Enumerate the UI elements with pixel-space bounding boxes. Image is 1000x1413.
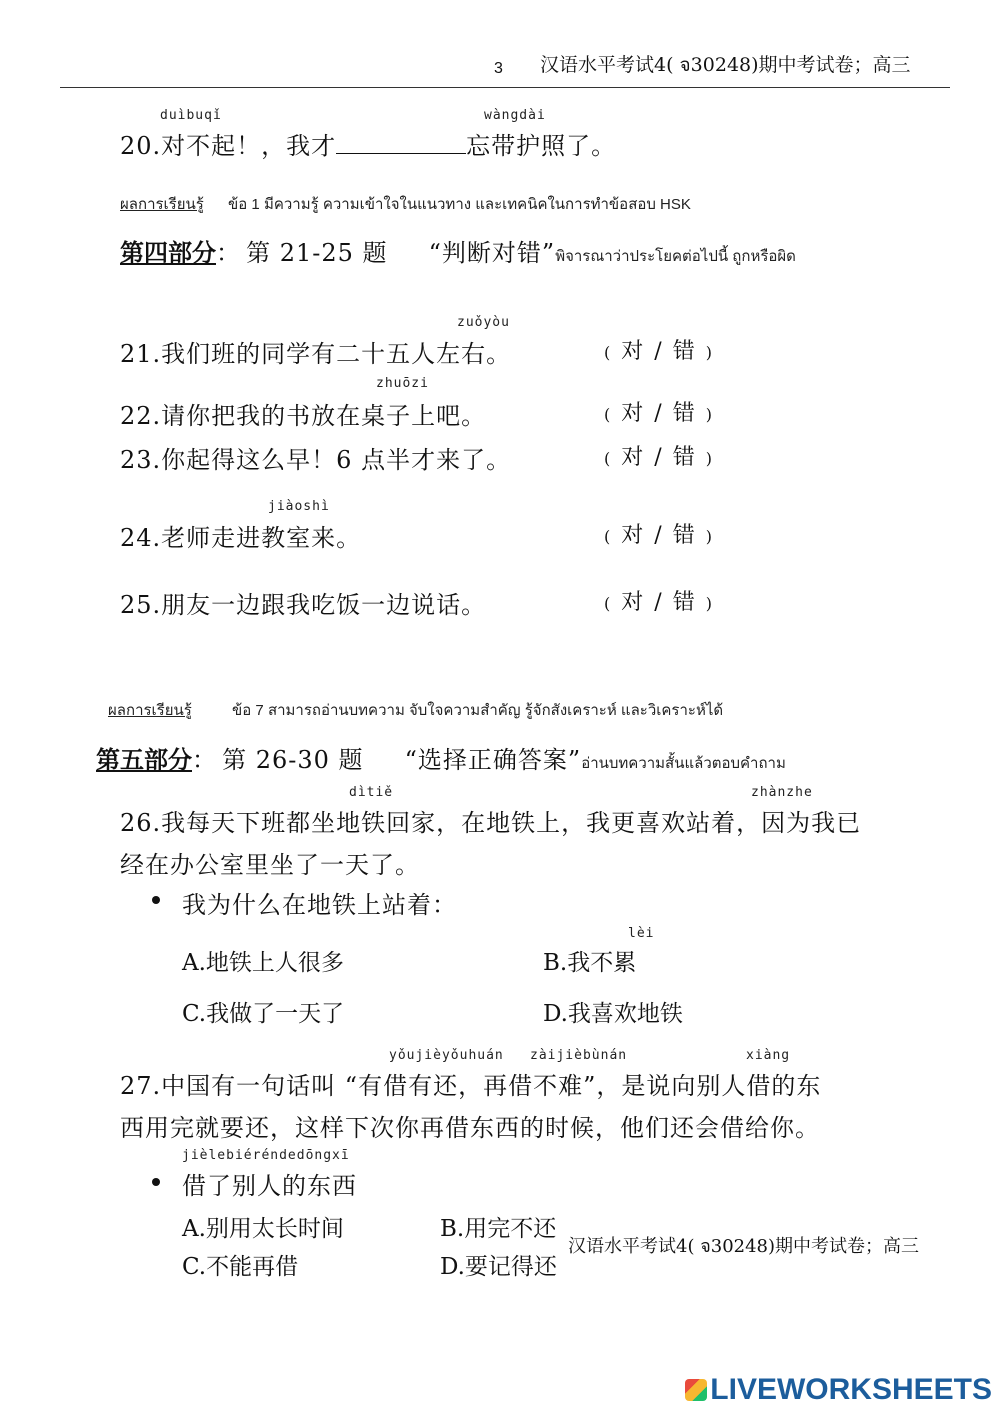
- header-rule: [60, 87, 950, 88]
- question-21: 21.我们班的同学有二十五人左右。: [120, 340, 512, 368]
- true-option[interactable]: 对: [621, 590, 646, 615]
- pinyin: zhuōzi: [376, 376, 429, 391]
- bullet-icon: [152, 1178, 160, 1186]
- question-20: [120, 126, 616, 161]
- pinyin: zuǒyòu: [457, 315, 510, 330]
- outcome-label: ผลการเรียนรู้: [120, 196, 204, 213]
- true-false-choice-21[interactable]: ( 对 / 错 ): [604, 339, 714, 364]
- false-option[interactable]: 错: [672, 339, 697, 364]
- section-colon: ：: [192, 746, 217, 774]
- outcome-text: ข้อ 7 สามารถอ่านบทความ จับใจความสำคัญ รู้จักสังเคราะห์ และวิเคราะห์ได้: [232, 702, 724, 719]
- liveworksheets-logo[interactable]: [685, 1373, 992, 1407]
- section-instruction-thai: พิจารณาว่าประโยคต่อไปนี้ ถูกหรือผิด: [555, 248, 796, 265]
- option-27-d[interactable]: D.要记得还: [440, 1254, 557, 1280]
- pinyin: zhànzhe: [751, 785, 813, 800]
- option-26-b[interactable]: B.我不累: [543, 950, 637, 976]
- true-option[interactable]: 对: [621, 401, 646, 426]
- learning-outcome-1: [120, 192, 691, 216]
- pinyin: zàijièbùnán: [530, 1048, 628, 1063]
- learning-outcome-7: [108, 698, 723, 722]
- true-option[interactable]: 对: [621, 339, 646, 364]
- section-colon: ：: [216, 239, 241, 267]
- question-text: 忘带护照了。: [466, 132, 617, 160]
- part-4-heading: [120, 233, 796, 268]
- brand-name: LIVEWORKSHEETS: [710, 1373, 992, 1406]
- pinyin: lèi: [628, 926, 655, 941]
- option-26-d[interactable]: D.我喜欢地铁: [543, 1001, 683, 1027]
- pinyin: jièlebiéréndedōngxī: [182, 1148, 350, 1163]
- false-option[interactable]: 错: [672, 445, 697, 470]
- bullet-icon: [152, 896, 160, 904]
- section-instruction: “选择正确答案”: [404, 746, 582, 774]
- true-false-choice-23[interactable]: ( 对 / 错 ): [604, 445, 714, 470]
- question-23: 23.你起得这么早！6 点半才来了。: [120, 446, 512, 474]
- true-false-choice-25[interactable]: ( 对 / 错 ): [604, 590, 714, 615]
- passage-26-line2: 经在办公室里坐了一天了。: [120, 851, 420, 879]
- outcome-text: ข้อ 1 มีความรู้ ความเข้าใจในแนวทาง และเทคนิคในการทำข้อสอบ HSK: [228, 196, 691, 213]
- true-option[interactable]: 对: [621, 523, 646, 548]
- section-range: 第 26-30 题: [222, 746, 364, 774]
- pinyin: xiàng: [746, 1048, 791, 1063]
- question-24: 24.老师走进教室来。: [120, 524, 362, 552]
- false-option[interactable]: 错: [672, 401, 697, 426]
- passage-26-line1: 26.我每天下班都坐地铁回家，在地铁上，我更喜欢站着，因为我已: [120, 809, 862, 837]
- pinyin: wàngdài: [484, 108, 546, 123]
- false-option[interactable]: 错: [672, 523, 697, 548]
- pinyin: jiàoshì: [268, 499, 330, 514]
- page-number: 3: [494, 60, 503, 77]
- option-27-b[interactable]: B.用完不还: [440, 1216, 557, 1242]
- section-instruction-thai: อ่านบทความสั้นแล้วตอบคำถาม: [581, 755, 786, 772]
- brand-icon: [685, 1379, 707, 1401]
- true-false-choice-24[interactable]: ( 对 / 错 ): [604, 523, 714, 548]
- passage-27-line2: 西用完就要还，这样下次你再借东西的时候，他们还会借给你。: [120, 1114, 820, 1142]
- header-title: 汉语水平考试4( จ30248)期中考试卷；高三: [540, 54, 911, 76]
- pinyin: yǒujièyǒuhuán: [389, 1048, 504, 1063]
- true-false-choice-22[interactable]: ( 对 / 错 ): [604, 401, 714, 426]
- option-27-c[interactable]: C.不能再借: [182, 1254, 299, 1280]
- pinyin: duìbuqǐ: [160, 108, 222, 123]
- question-25: 25.朋友一边跟我吃饭一边说话。: [120, 591, 487, 619]
- section-title: 第四部分: [120, 238, 216, 267]
- false-option[interactable]: 错: [672, 590, 697, 615]
- answer-blank[interactable]: [336, 133, 466, 154]
- part-5-heading: [96, 740, 786, 775]
- question-26: 我为什么在地铁上站着：: [182, 891, 457, 919]
- true-option[interactable]: 对: [621, 445, 646, 470]
- pinyin: dìtiě: [349, 785, 394, 800]
- passage-27-line1: 27.中国有一句话叫 “有借有还，再借不难”，是说向别人借的东: [120, 1072, 822, 1100]
- section-title: 第五部分: [96, 745, 192, 774]
- question-text: 20.对不起！，我才: [120, 132, 337, 160]
- section-range: 第 21-25 题: [246, 239, 388, 267]
- option-27-a[interactable]: A.别用太长时间: [182, 1216, 344, 1242]
- outcome-label: ผลการเรียนรู้: [108, 702, 192, 719]
- option-26-c[interactable]: C.我做了一天了: [182, 1001, 345, 1027]
- section-instruction: “判断对错”: [428, 239, 556, 267]
- option-26-a[interactable]: A.地铁上人很多: [182, 950, 344, 976]
- question-22: 22.请你把我的书放在桌子上吧。: [120, 402, 487, 430]
- question-27: 借了别人的东西: [182, 1172, 357, 1200]
- footer-title: 汉语水平考试4( จ30248)期中考试卷；高三: [568, 1236, 920, 1257]
